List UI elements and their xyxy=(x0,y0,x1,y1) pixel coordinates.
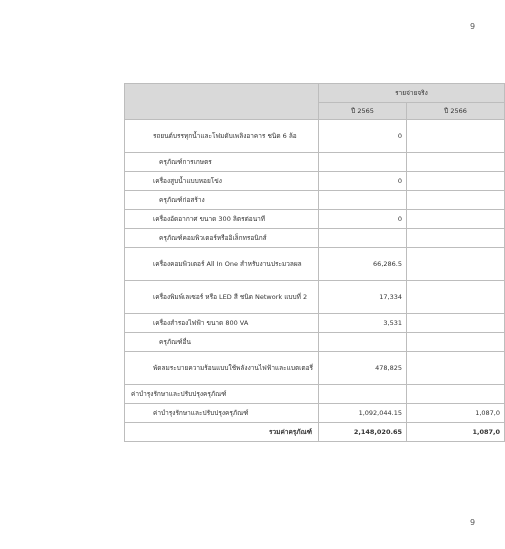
row-category: ครุภัณฑ์คอมพิวเตอร์หรืออิเล็กทรอนิกส์ xyxy=(125,229,319,248)
row-label: ค่าบำรุงรักษาและปรับปรุงครุภัณฑ์ xyxy=(125,404,319,423)
table-row xyxy=(125,172,505,191)
row-category: ครุภัณฑ์ก่อสร้าง xyxy=(125,191,319,210)
row-value-2565: 0 xyxy=(319,120,407,153)
header-year-2565: ปี 2565 xyxy=(319,103,407,120)
row-value-2565 xyxy=(319,229,407,248)
total-row xyxy=(125,423,505,442)
page-number-top: 9 xyxy=(470,22,476,31)
header-label-cell xyxy=(125,84,319,120)
row-value-2565: 3,531 xyxy=(319,314,407,333)
table-row xyxy=(125,385,505,404)
table-row xyxy=(125,281,505,314)
header-group-actual-expense: รายจ่ายจริง xyxy=(319,84,505,103)
row-value-2565: 478,825 xyxy=(319,352,407,385)
row-value-2566 xyxy=(407,120,505,153)
table-row xyxy=(125,229,505,248)
row-value-2566 xyxy=(407,153,505,172)
row-value-2566 xyxy=(407,281,505,314)
total-value-2565: 2,148,020.65 xyxy=(319,423,407,442)
row-category: ครุภัณฑ์อื่น xyxy=(125,333,319,352)
table-row xyxy=(125,153,505,172)
row-value-2566 xyxy=(407,210,505,229)
row-value-2566 xyxy=(407,229,505,248)
row-value-2565: 17,334 xyxy=(319,281,407,314)
total-value-2566: 1,087,0 xyxy=(407,423,505,442)
row-value-2565 xyxy=(319,385,407,404)
row-value-2565: 0 xyxy=(319,210,407,229)
row-value-2565: 66,286.5 xyxy=(319,248,407,281)
row-value-2566: 1,087,0 xyxy=(407,404,505,423)
row-value-2566 xyxy=(407,385,505,404)
table-row xyxy=(125,191,505,210)
table-row xyxy=(125,314,505,333)
row-value-2566 xyxy=(407,172,505,191)
table-row xyxy=(125,248,505,281)
row-label: เครื่องสำรองไฟฟ้า ขนาด 800 VA xyxy=(125,314,319,333)
table-row xyxy=(125,333,505,352)
row-label: รถยนต์บรรทุกน้ำและโฟมดับเพลิงอาคาร ชนิด 6 ล้อ xyxy=(125,120,319,153)
row-category: ครุภัณฑ์การเกษตร xyxy=(125,153,319,172)
table-row xyxy=(125,404,505,423)
row-value-2565: 0 xyxy=(319,172,407,191)
row-value-2565: 1,092,044.15 xyxy=(319,404,407,423)
row-value-2566 xyxy=(407,333,505,352)
table-row xyxy=(125,352,505,385)
row-label: เครื่องสูบน้ำแบบหอยโข่ง xyxy=(125,172,319,191)
row-label: เครื่องอัดอากาศ ขนาด 300 ลิตรต่อนาที xyxy=(125,210,319,229)
table-row xyxy=(125,120,505,153)
row-value-2565 xyxy=(319,153,407,172)
row-label: พัดลมระบายความร้อนแบบใช้พลังงานไฟฟ้าและแบตเตอรี่ xyxy=(125,352,319,385)
row-value-2565 xyxy=(319,333,407,352)
row-value-2566 xyxy=(407,248,505,281)
budget-table xyxy=(124,83,505,442)
table-row xyxy=(125,210,505,229)
row-value-2566 xyxy=(407,314,505,333)
page-number-bottom: 9 xyxy=(470,518,476,527)
total-label: รวมค่าครุภัณฑ์ xyxy=(125,423,319,442)
row-category: ค่าบำรุงรักษาและปรับปรุงครุภัณฑ์ xyxy=(125,385,319,404)
row-label: เครื่องพิมพ์เลเซอร์ หรือ LED สี ชนิด Network แบบที่ 2 xyxy=(125,281,319,314)
row-value-2566 xyxy=(407,352,505,385)
header-year-2566: ปี 2566 xyxy=(407,103,505,120)
row-value-2565 xyxy=(319,191,407,210)
row-value-2566 xyxy=(407,191,505,210)
row-label: เครื่องคอมพิวเตอร์ All In One สำหรับงานประมวลผล xyxy=(125,248,319,281)
